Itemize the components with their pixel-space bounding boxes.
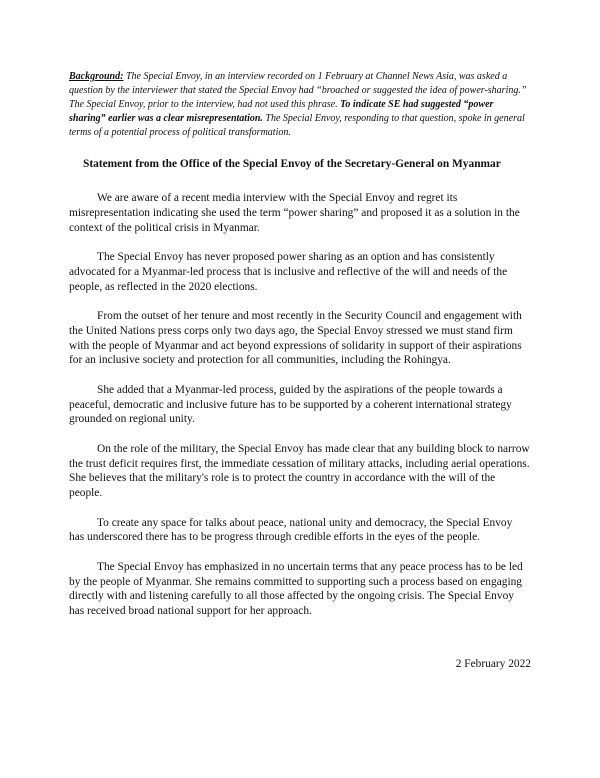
background-bold-text: To indicate SE had suggested “power sharing” earlier was a clear misrepresentation.: [69, 99, 494, 124]
statement-body: [69, 191, 530, 619]
paragraph-6: To create any space for talks about peace, national unity and democracy, the Special Envoy has underscored there has to be progress through credible efforts in the eyes of the people.: [69, 516, 513, 544]
paragraph-7: The Special Envoy has emphasized in no uncertain terms that any peace process has to be led by the people of Myanmar. She remains committed to supporting such a process based on engaging directly with and listening carefully to all those affected by the ongoing crisis. The Special Envoy has received broad national support for her approach.: [69, 560, 523, 618]
background-text-2: The Special Envoy, responding to that question, spoke in general terms of a potential process of political transformation.: [69, 113, 525, 138]
paragraph-1: We are aware of a recent media interview with the Special Envoy and regret its misrepresentation indicating she used the term “power sharing” and proposed it as a solution in the context of the political crisis in Myanmar.: [69, 192, 520, 234]
background-text-1: The Special Envoy, in an interview recorded on 1 February at Channel News Asia, was asked a question by the interviewer that stated the Special Envoy had “broached or suggested the idea of power-sharing.” The Special Envoy, prior to the interview, had not used this phrase.: [69, 71, 527, 110]
paragraph-5: On the role of the military, the Special Envoy has made clear that any building block to narrow the trust deficit requires first, the immediate cessation of military attacks, including aerial operations. She believes that the military's role is to protect the country in accordance with the will of the people.: [69, 442, 530, 500]
paragraph-4: She added that a Myanmar-led process, guided by the aspirations of the people towards a peaceful, democratic and inclusive future has to be supported by a coherent international strategy grounded on regional unity.: [69, 383, 512, 426]
statement-date: 2 February 2022: [455, 658, 531, 670]
background-lead: Background:: [69, 71, 124, 82]
paragraph-3: From the outset of her tenure and most recently in the Security Council and engagement with the United Nations press corps only two days ago, the Special Envoy stressed we must stand firm with the people of Myanmar and act beyond expressions of solidarity in support of their aspirations for an inclusive society and protection for all communities, including the Rohingya.: [69, 309, 522, 367]
background-note: [69, 70, 530, 140]
statement-title: Statement from the Office of the Special Envoy of the Secretary-General on Myanmar: [83, 158, 501, 170]
paragraph-2: The Special Envoy has never proposed power sharing as an option and has consistently advocated for a Myanmar-led process that is inclusive and reflective of the will and needs of the people, as reflected in the 2020 elections.: [69, 250, 508, 293]
